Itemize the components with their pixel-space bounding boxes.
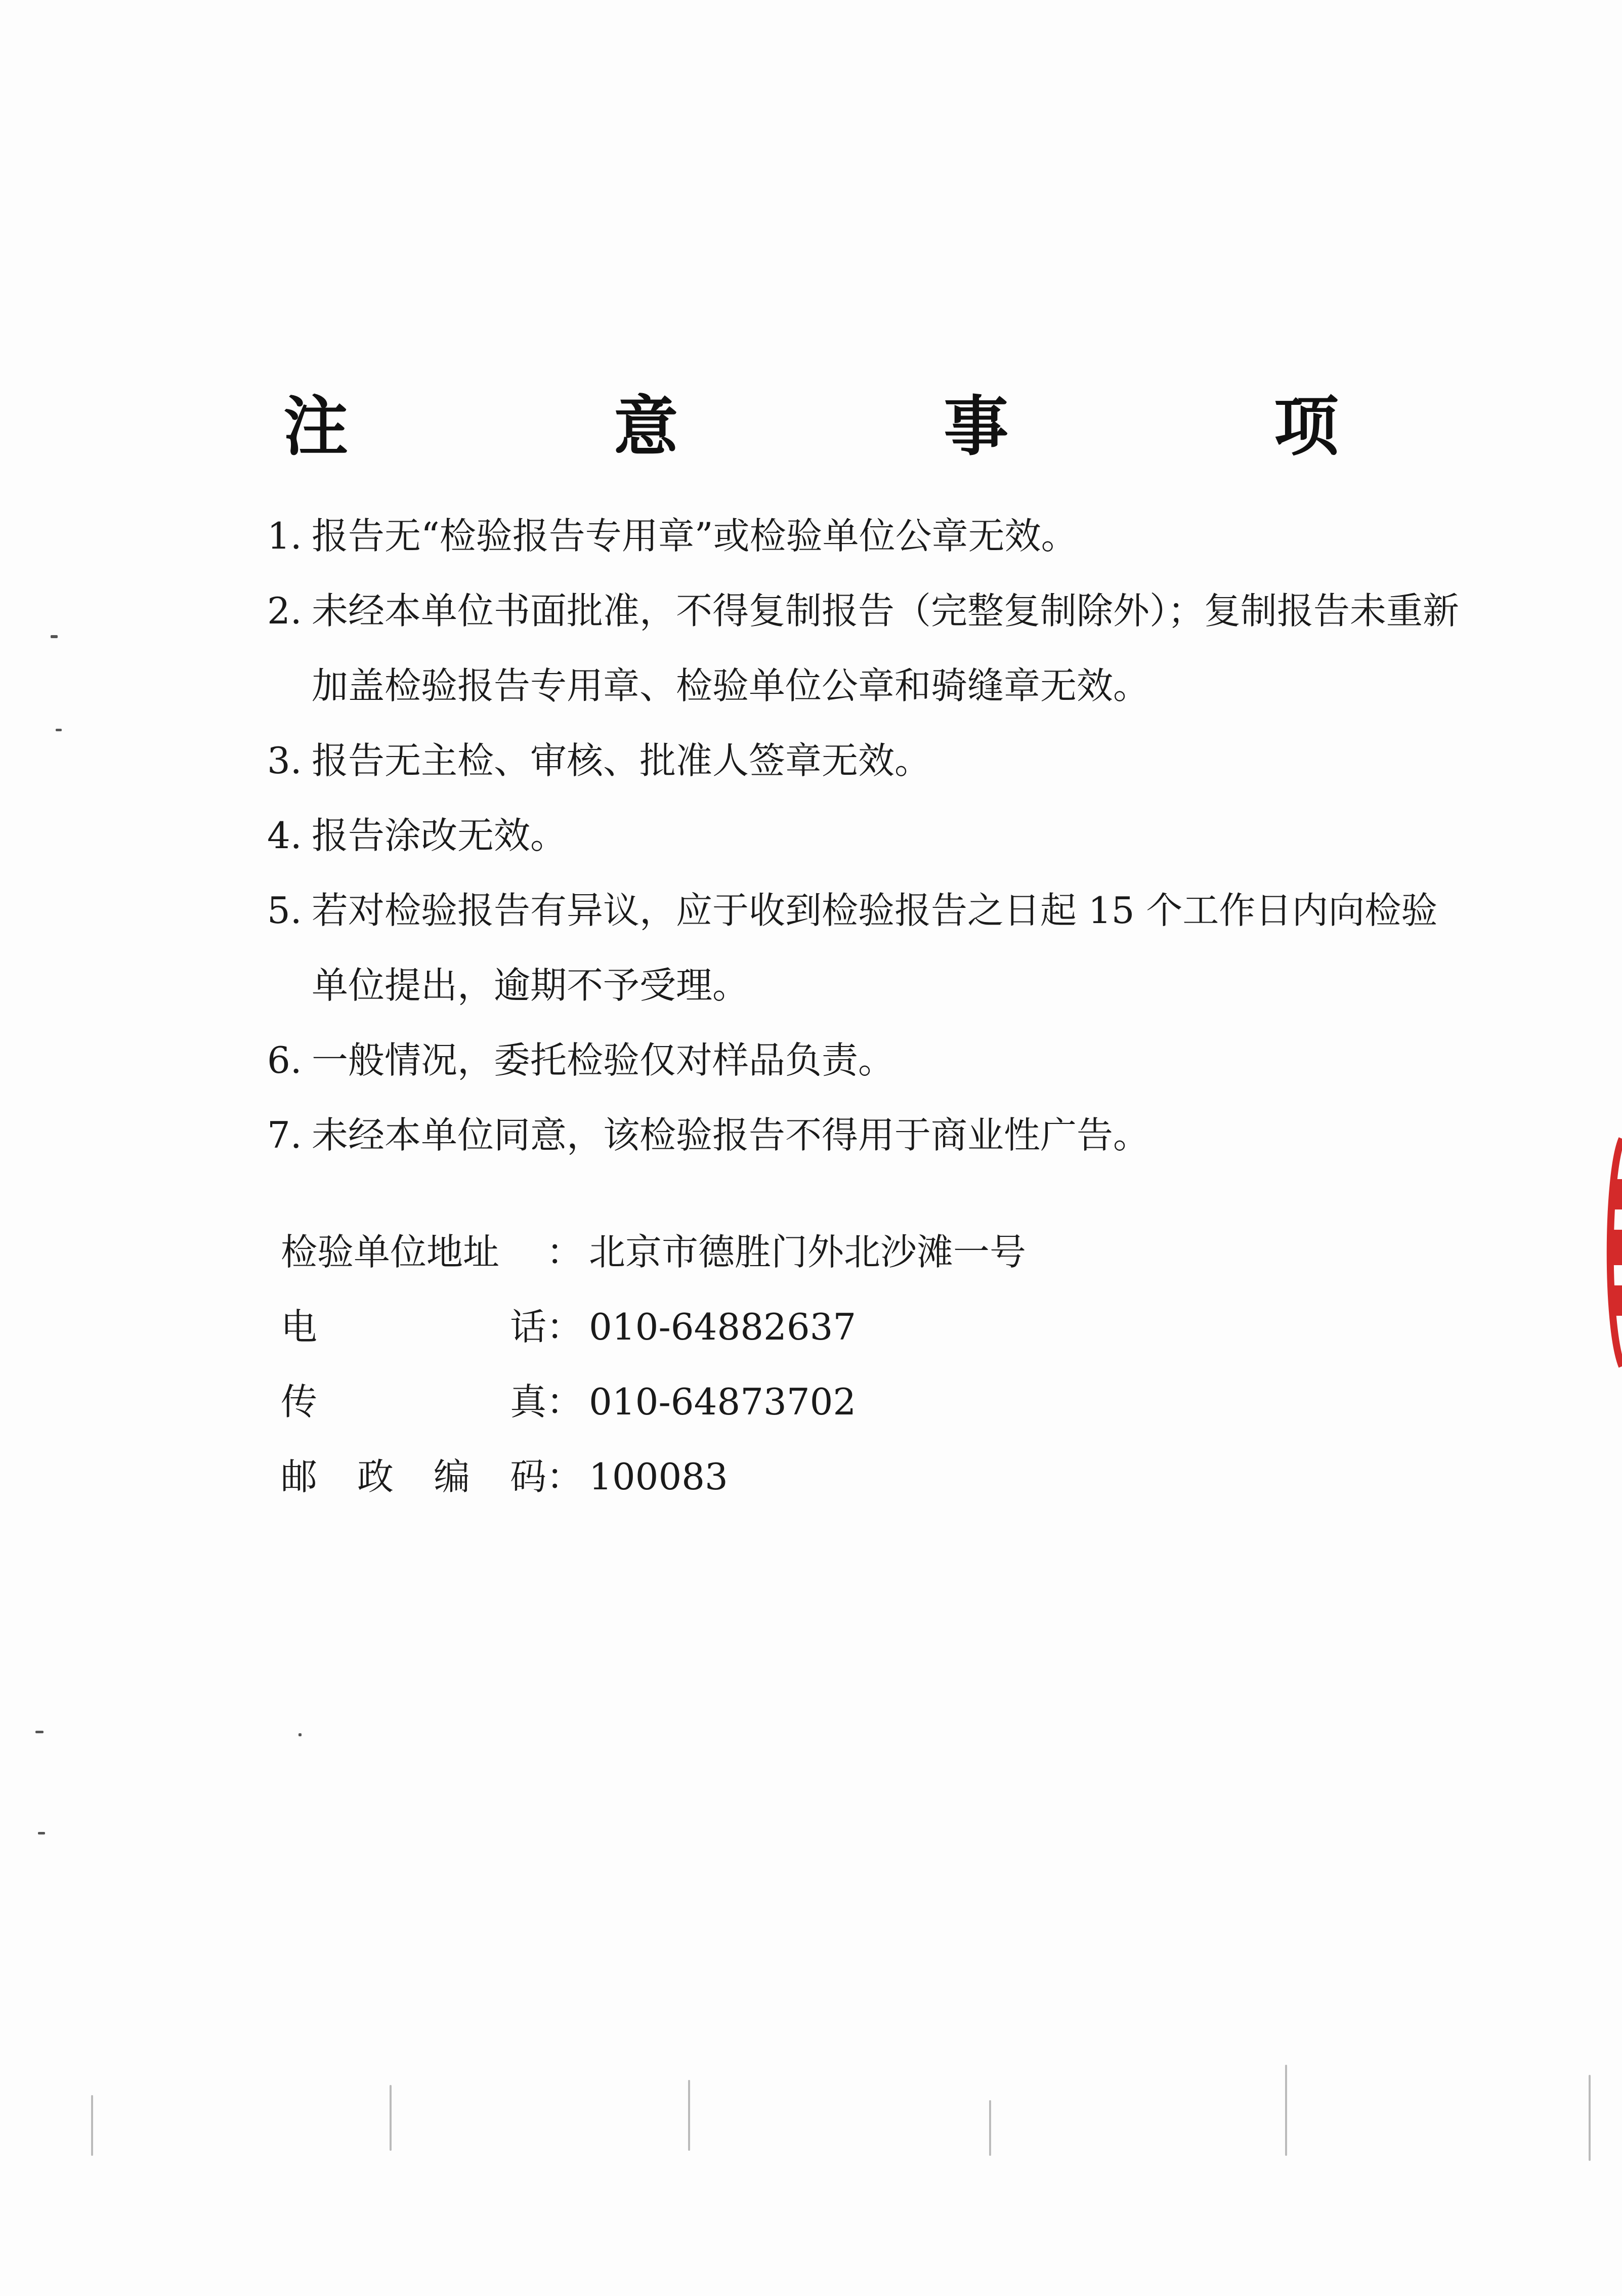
list-item-number: 6. bbox=[267, 1039, 302, 1081]
phone-value: 010-64882637 bbox=[589, 1306, 857, 1348]
list-item-text: 报告无“检验报告专用章”或检验单位公章无效。 bbox=[312, 515, 1078, 557]
list-item-text: 报告无主检、审核、批准人签章无效。 bbox=[312, 739, 931, 782]
list-item-number: 1. bbox=[267, 515, 302, 557]
scan-speck bbox=[38, 1832, 45, 1834]
scan-speck bbox=[1589, 2075, 1591, 2161]
contact-block bbox=[281, 1215, 1026, 1514]
list-item-number: 5. bbox=[267, 889, 302, 932]
address-row bbox=[281, 1215, 1026, 1289]
list-item-number: 2. bbox=[267, 590, 302, 632]
list-item bbox=[267, 498, 1471, 573]
fax-label: 传 真 bbox=[281, 1381, 546, 1423]
scan-speck bbox=[56, 729, 62, 731]
seal-fragment bbox=[1602, 1134, 1622, 1371]
seal-mark bbox=[1613, 1230, 1622, 1265]
scan-speck bbox=[989, 2100, 991, 2156]
label-separator: ： bbox=[546, 1231, 583, 1273]
list-item bbox=[267, 723, 1471, 798]
list-item-text: 报告涂改无效。 bbox=[312, 814, 567, 857]
list-item bbox=[267, 573, 1471, 723]
list-item bbox=[267, 1023, 1471, 1098]
list-item-text: 一般情况，委托检验仅对样品负责。 bbox=[312, 1039, 895, 1081]
notice-list bbox=[267, 498, 1471, 1173]
address-label: 检验单位地址 bbox=[281, 1231, 500, 1273]
page-title: 注 意 事 项 bbox=[283, 389, 1460, 465]
label-separator: ： bbox=[546, 1381, 583, 1423]
scan-speck bbox=[298, 1733, 302, 1736]
label-separator: ： bbox=[546, 1455, 583, 1498]
list-item bbox=[267, 873, 1471, 1023]
scan-speck bbox=[390, 2085, 392, 2151]
seal-mark bbox=[1614, 1179, 1622, 1209]
scan-speck bbox=[688, 2080, 690, 2151]
postcode-label: 邮 政 编 码 bbox=[281, 1455, 546, 1498]
scan-speck bbox=[91, 2095, 93, 2156]
list-item-text: 未经本单位同意，该检验报告不得用于商业性广告。 bbox=[312, 1114, 1150, 1156]
phone-row bbox=[281, 1289, 1026, 1364]
postcode-value: 100083 bbox=[589, 1455, 728, 1498]
phone-label: 电 话 bbox=[281, 1306, 546, 1348]
list-item bbox=[267, 1098, 1471, 1173]
fax-value: 010-64873702 bbox=[589, 1381, 857, 1423]
scan-speck bbox=[1285, 2065, 1287, 2156]
list-item bbox=[267, 798, 1471, 873]
list-item-text: 未经本单位书面批准，不得复制报告（完整复制除外）；复制报告未重新加盖检验报告专用章、检验单位公章和骑缝章无效。 bbox=[312, 590, 1460, 707]
list-item-number: 3. bbox=[267, 739, 302, 782]
scan-speck bbox=[51, 635, 58, 638]
list-item-text: 若对检验报告有异议，应于收到检验报告之日起 15 个工作日内向检验单位提出，逾期不予受理。 bbox=[312, 889, 1438, 1007]
list-item-number: 4. bbox=[267, 814, 302, 857]
fax-row bbox=[281, 1364, 1026, 1439]
scan-speck bbox=[35, 1731, 44, 1733]
label-separator: ： bbox=[546, 1306, 583, 1348]
address-value: 北京市德胜门外北沙滩一号 bbox=[589, 1231, 1027, 1273]
seal-mark bbox=[1614, 1285, 1622, 1316]
postcode-row bbox=[281, 1439, 1026, 1514]
list-item-number: 7. bbox=[267, 1114, 302, 1156]
